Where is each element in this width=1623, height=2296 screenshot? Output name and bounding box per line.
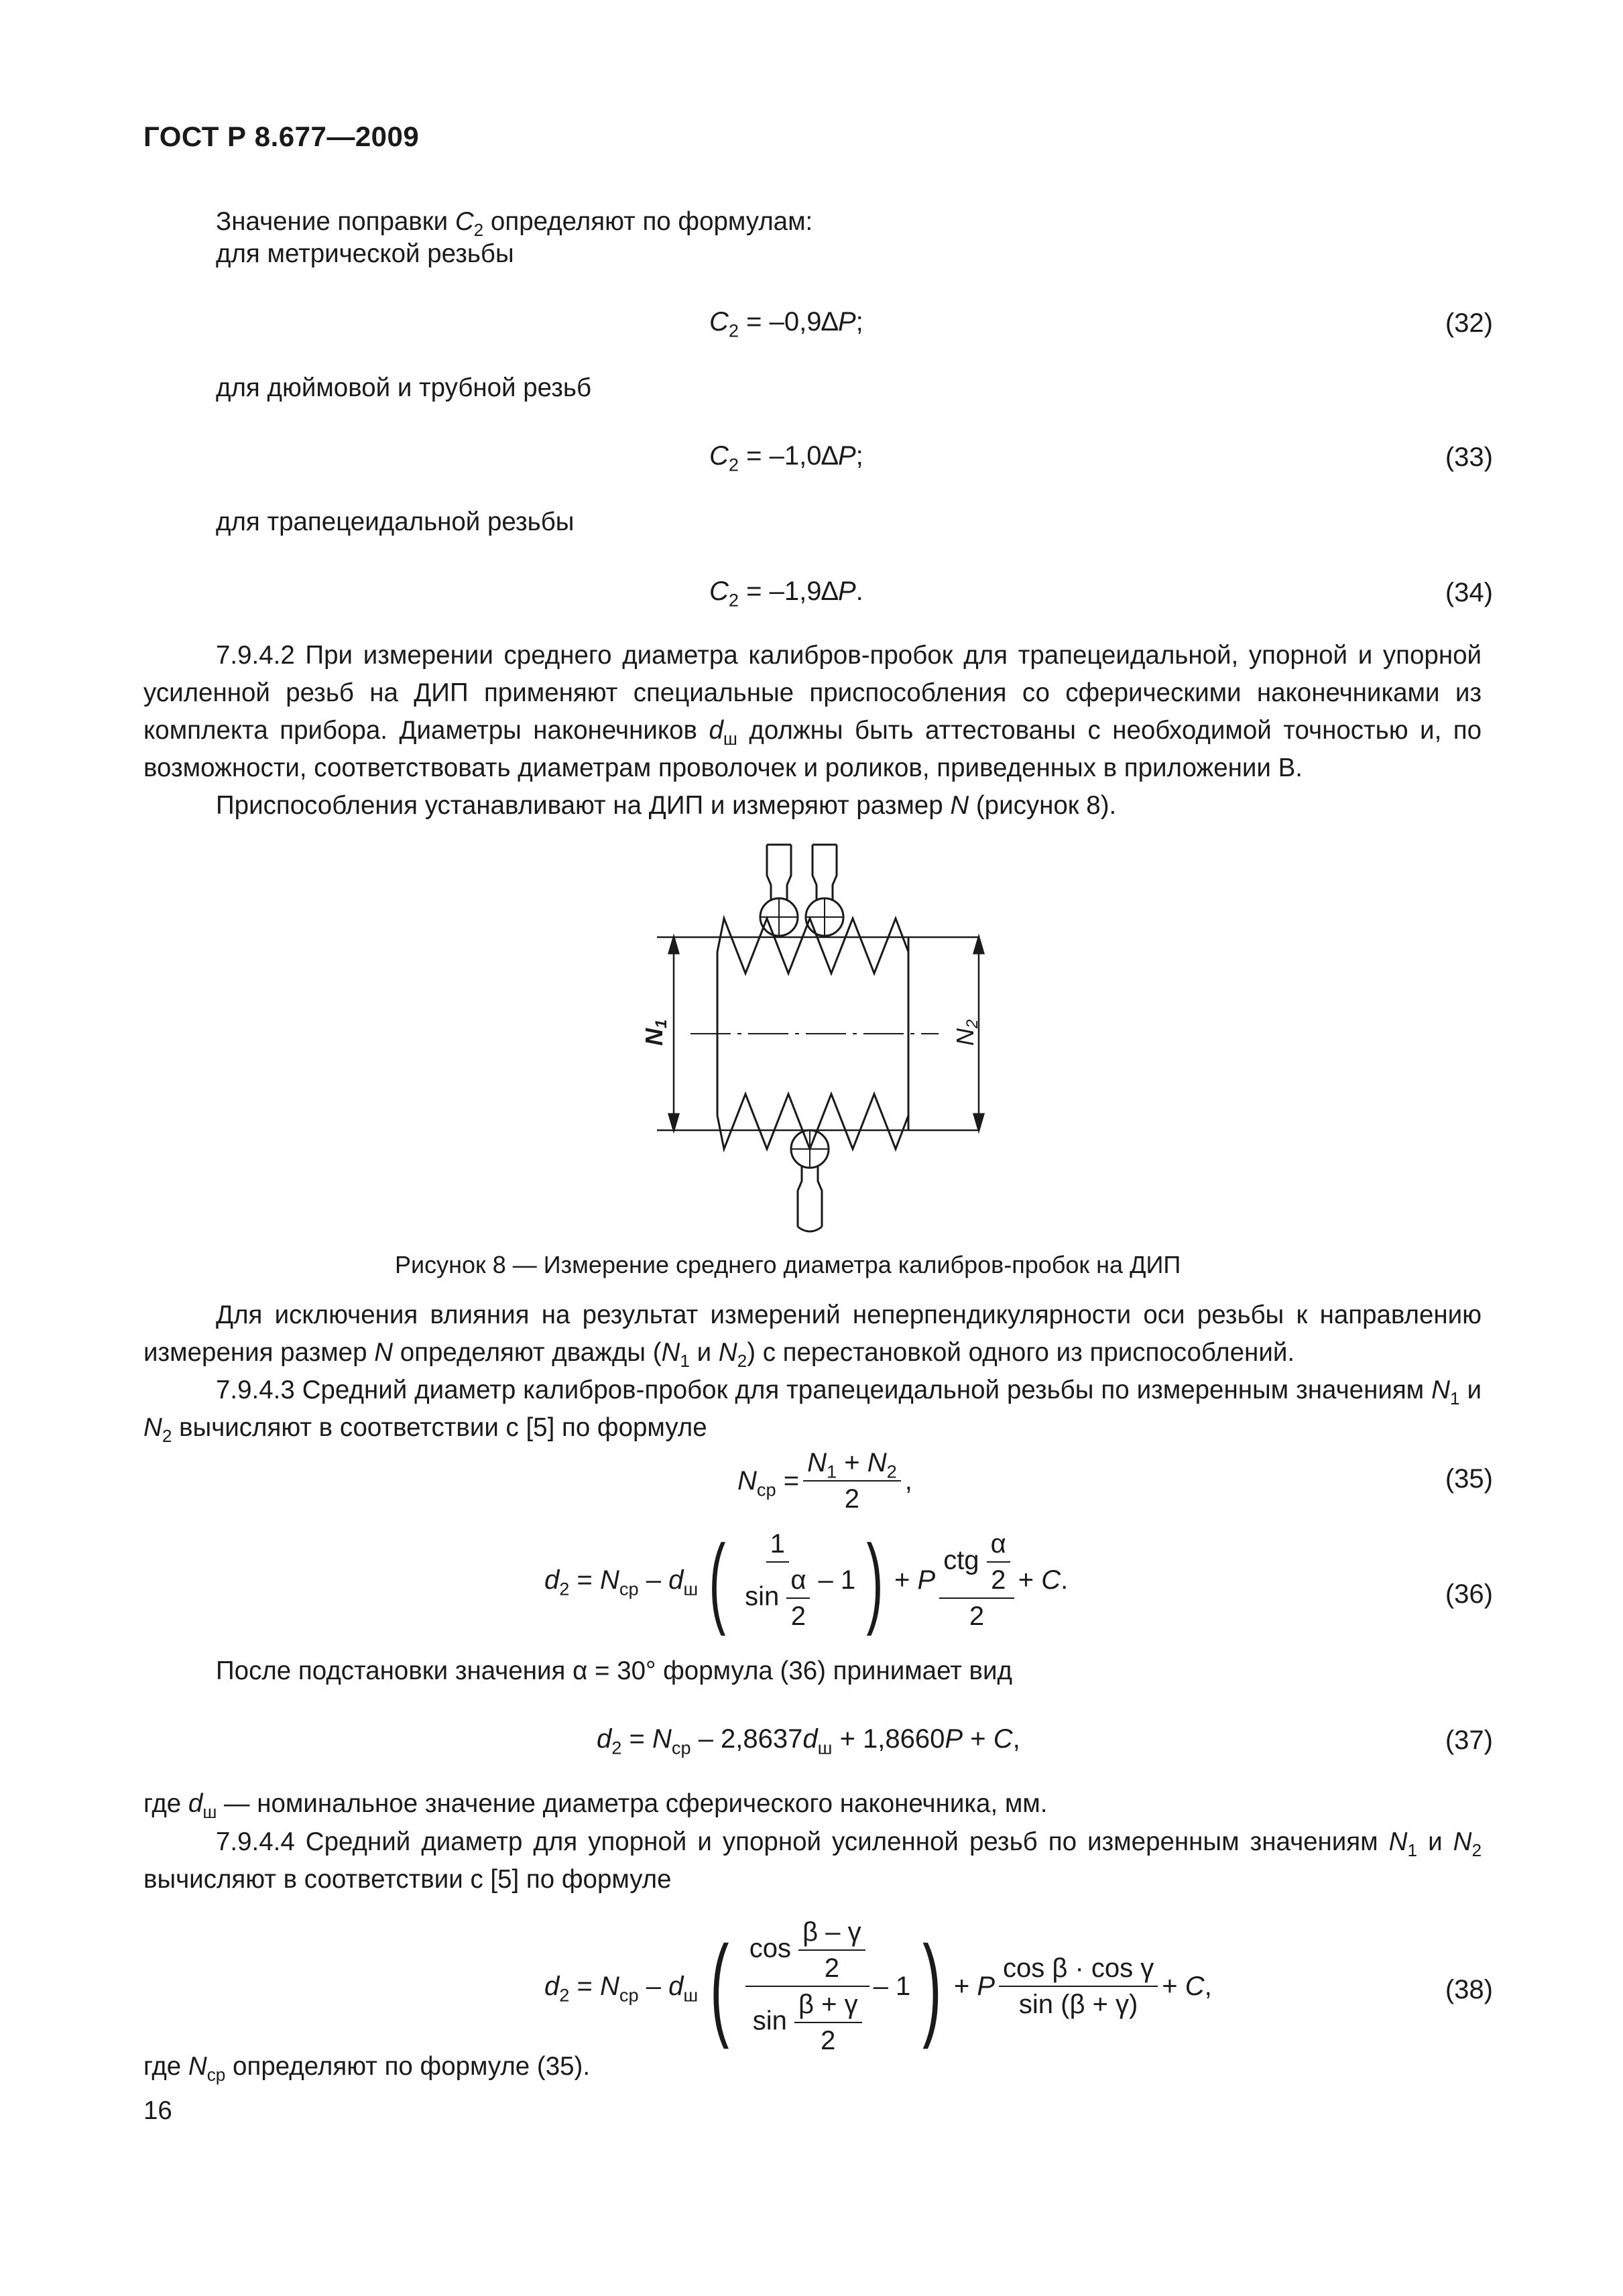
formula-33-number: (33) xyxy=(1445,442,1493,472)
formula-35: $N_{ср}$ = $\frac{N_1 + N_2}{2}$ , xyxy=(737,1448,912,1514)
formula-32-number: (32) xyxy=(1445,308,1493,338)
top-left-holder xyxy=(767,845,791,901)
paragraph-exclusion: Для исключения влияния на результат измерений неперпендикулярности оси резьбы к направлению измерения размер N определяют дважды ($N_1$ и $N_2$) с перестановкой одного из приспособлений. xyxy=(143,1301,1482,1372)
formula-34-number: (34) xyxy=(1445,578,1493,607)
after-substitution-line: После подстановки значения α = 30° формула (36) принимает вид xyxy=(216,1656,1012,1685)
c2-intro-line: Значение поправки $C_2$ определяют по формулам: xyxy=(216,207,813,241)
figure-8-diagram xyxy=(603,831,1019,1247)
paragraph-7-9-4-4: 7.9.4.4 Средний диаметр для упорной и упорной усиленной резьб по измеренным значениям $N_1$ и $N_2$ вычисляют в соответствии с [5] по формуле xyxy=(143,1827,1482,1894)
formula-34: $C_2 = -1,9\Delta P$. xyxy=(709,577,863,611)
top-thread-profile xyxy=(717,918,908,973)
paragraph-7-9-4-3: 7.9.4.3 Средний диаметр калибров-пробок для трапецеидальной резьбы по измеренным значениям $N_1$ и $N_2$ вычисляют в соответствии с [5] по формуле xyxy=(143,1376,1482,1447)
paragraph-device: Приспособления устанавливают на ДИП и измеряют размер N (рисунок 8). xyxy=(216,791,1117,820)
inch-thread-label: для дюймовой и трубной резьб xyxy=(216,373,591,402)
formula-37: $d_2 = N_{ср} - 2,8637d_ш + 1,8660P + C$, xyxy=(597,1724,1020,1758)
label-n2: N2 xyxy=(951,1019,981,1046)
paragraph-7-9-4-2: 7.9.4.2 При измерении среднего диаметра калибров-пробок для трапецеидальной, упорной и упорной усиленной резьб на ДИП применяют специальные приспособления со сферическими наконечниками из комплекта прибора. Диаметры наконечников $d_ш$ должны быть аттестованы с необходимой точностью и, по возможности, соответствовать диаметрам проволочек и роликов, приведенных в приложении В. xyxy=(143,641,1482,782)
page-number: 16 xyxy=(143,2096,172,2125)
formula-38-number: (38) xyxy=(1445,1975,1493,2004)
document-header: ГОСТ Р 8.677—2009 xyxy=(143,121,420,152)
bottom-thread-profile xyxy=(717,1094,908,1149)
where-n-sr-line: где $N_{ср}$ определяют по формуле (35). xyxy=(143,2052,591,2086)
n1-arrow-top xyxy=(669,937,678,953)
n2-arrow-top xyxy=(974,937,983,953)
formula-36-number: (36) xyxy=(1445,1579,1493,1609)
formula-37-number: (37) xyxy=(1445,1726,1493,1755)
formula-38: $d_2 = N_{ср} - d_ш$ ( cos $\frac{\beta - \gamma}{2}$ sin $\frac{\beta + \gamma}{2}$ – 1 ) + P $\frac{\text{cos β · cos γ}}{\sin (\beta + \gamma)}$ + C, xyxy=(544,1917,1212,2055)
formula-35-number: (35) xyxy=(1445,1464,1493,1494)
where-d-sh-line: где $d_ш$ — номинальное значение диаметра сферического наконечника, мм. xyxy=(143,1789,1048,1823)
top-right-holder xyxy=(813,845,837,901)
metric-thread-label: для метрической резьбы xyxy=(216,239,514,268)
label-n1: N1 xyxy=(640,1019,670,1046)
n1-arrow-bottom xyxy=(669,1114,678,1130)
bottom-holder xyxy=(798,1165,822,1231)
formula-33: $C_2 = -1,0\Delta P$; xyxy=(709,441,863,475)
n2-arrow-bottom xyxy=(974,1114,983,1130)
formula-36: $d_2 = N_{ср} - d_ш$ ( 1 sin $\frac{\alpha}{2}$ – 1 ) + P ctg $\frac{\alpha}{2}$ 2 + C. xyxy=(544,1524,1069,1636)
trap-thread-label: для трапецеидальной резьбы xyxy=(216,507,575,536)
formula-32: $C_2 = -0,9\Delta P$; xyxy=(709,307,863,341)
figure-8-caption: Рисунок 8 — Измерение среднего диаметра калибров-пробок на ДИП xyxy=(395,1251,1181,1278)
